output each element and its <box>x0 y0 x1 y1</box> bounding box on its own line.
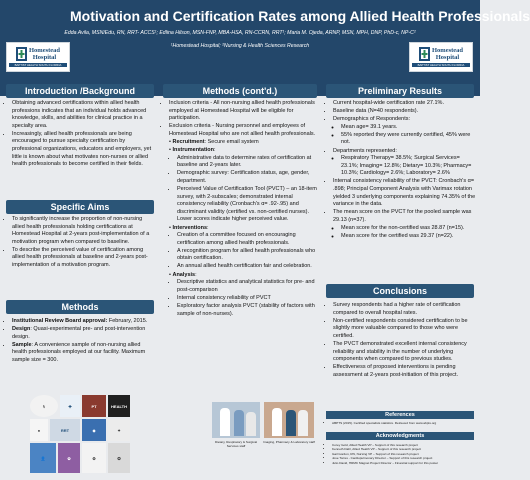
certification-badge-icon: ✚ <box>60 395 80 417</box>
recruitment: • Recruitment: Secure email system <box>169 138 259 145</box>
acknowledgment-item: • Jose Torres - Cardiopulmonary Director – Support of this research project <box>332 456 475 460</box>
results-item: • Demographics of Respondents: ◦ Mean age= 39.1 years. ◦ 55% reported they were currently certified, 45% were not. <box>333 116 476 147</box>
methods-item: • Design: Quasi-experimental pre- and post-intervention design. <box>12 326 155 341</box>
results-heading: Preliminary Results <box>326 84 474 98</box>
conclusions-body <box>326 302 476 380</box>
exclusion-criteria: • Exclusion criteria - Nursing personnel and employees of Homestead Hospital who are not allied health professionals. <box>169 123 318 138</box>
aims-item: • To significantly increase the proportion of non-nursing allied health professionals holding certifications at Homestead Hospital at 2-years post-implementation of a motivation program when compared to baseline. <box>12 216 155 246</box>
instrumentation: • Instrumentation: • Administrative data to determine rates of certification at baseline and 2-years later. • Demographic survey: Certification status, age, gender, department. • Perceived Value of Certification Tool (PVCT) – an 18-item survey, with 2-subscales; demonstrated internal consistency reliability (Cronbach's α= .92-.95) and discriminant validity (certified vs. non-certified nurses). Lower scores indicate higher perceived value. <box>169 147 318 224</box>
certification-logos-collage <box>30 395 130 475</box>
certification-badge-icon: ✪ <box>108 443 130 473</box>
certification-badge-icon: RRT <box>50 419 80 441</box>
homestead-hospital-logo-left: Homestead Hospital BAPTIST HEALTH SOUTH FLORIDA <box>6 42 70 72</box>
methods-heading: Methods <box>6 300 154 314</box>
hospital-logo-icon <box>419 47 430 61</box>
certification-badge-icon: ⚙ <box>82 443 106 473</box>
interventions: • Interventions: • Creation of a committee focused on encouraging certification among allied health professionals. • A recognition program for allied health professionals who obtain certification. • An annual allied health certification fair and celebration. <box>169 225 318 272</box>
analysis: • Analysis: • Descriptive statistics and analytical statistics for pre- and post-comparison • Internal consistency reliability of PVCT • Exploratory factor analysis PVCT (stability of factors with sample of non-nurses). <box>169 272 318 319</box>
hospital-logo-icon <box>16 47 27 61</box>
aims-item: • To describe the perceived value of certification among allied health professionals at baseline and 2-years post-implementation of a motivation program. <box>12 247 155 270</box>
conclusion-item: • The PVCT demonstrated excellent internal consistency reliability and stability in the number of underlying components when compared to previous studies. <box>333 341 476 364</box>
results-body <box>326 100 476 241</box>
results-item: • Departments represented: ◦ Respiratory Therapy= 38.5%; Surgical Services= 23.1%; Imaging= 12.8%; Dietary= 10.3%; Pharmacy= 10.3%; Cardiology= 2.6%; Laboratory= 2.6% <box>333 148 476 178</box>
methods-item: • Sample: A convenience sample of non-nursing allied health professionals employed at our facility. Maximum sample size = 300. <box>12 342 155 365</box>
intro-body <box>5 100 155 169</box>
intro-item: • Increasingly, allied health professionals are being encouraged to pursue specialty certification by professional organizations, educators and employers, yet little is known about what motivates non-nurses or allied health professionals to become certified in their fields. <box>12 131 155 169</box>
methods-body <box>5 318 155 365</box>
aims-heading: Specific Aims <box>6 200 154 214</box>
conclusion-item: • Survey respondents had a higher rate of certification compared to overall hospital rates. <box>333 302 476 317</box>
methods-cont-heading: Methods (cont'd.) <box>163 84 317 98</box>
methods-item: • Institutional Review Board approval: February, 2015. <box>12 318 155 326</box>
references-heading: References <box>326 411 474 419</box>
certification-badge-icon: ✦ <box>108 419 130 441</box>
acknowledgment-item: • Gail Gordon, RN, Nursing VP – Support of this research project <box>332 452 475 456</box>
certification-badge-icon: ◆ <box>82 419 106 441</box>
conclusions-heading: Conclusions <box>326 284 474 298</box>
reference-item: • ABPTS (2015). Certified specialists statistics. Retrieved from www.abpts.org <box>332 421 475 425</box>
results-item: • Baseline data (N=40 respondents). <box>333 108 476 116</box>
acknowledgments-heading: Acknowledgments <box>326 432 474 440</box>
results-item: • Current hospital-wide certification rate 27.1%. <box>333 100 476 108</box>
staff-photo-right <box>264 402 314 438</box>
aims-body <box>5 216 155 270</box>
conclusion-item: • Non-certified respondents considered certification to be slightly more valuable compared to those who were certified. <box>333 318 476 341</box>
certification-badge-icon: ● <box>30 419 48 441</box>
certification-badge-icon: HEALTH <box>108 395 130 417</box>
references-body <box>327 421 475 425</box>
photo-caption: Imaging, Pharmacy & Laboratory staff <box>263 440 315 444</box>
methods-cont-body <box>162 100 318 319</box>
acknowledgments-body <box>327 443 475 465</box>
certification-badge-icon: 👤 <box>30 443 56 473</box>
acknowledgment-item: • Julio David, HRMC Magnet Project Director – Financial support for this poster <box>332 461 475 465</box>
author-list: Edda Avila, MSN/Edu, RN, RRT- ACCS¹; Edlina Hilson, MSN-FNP, MBA-HSA, RN-CCRN, RRT¹; Maria M. Ojeda, ARNP, MSN, MPH, DNP, PhD-c, NP-C² <box>64 30 416 36</box>
poster-title: Motivation and Certification Rates among Allied Health Professionals <box>70 8 530 24</box>
certification-badge-icon: PT <box>82 395 106 417</box>
results-item: • The mean score on the PVCT for the pooled sample was 29.13 (n=37). ◦ Mean score for the non-certified was 28.87 (n=15). ◦ Mean score for the certified was 29.37 (n=22). <box>333 209 476 240</box>
homestead-hospital-logo-right: Homestead Hospital BAPTIST HEALTH SOUTH FLORIDA <box>409 42 473 72</box>
poster-header <box>0 0 530 96</box>
acknowledgment-item: • Kenneth Dahl, Allied Health VP – Support of this research project <box>332 447 475 451</box>
affiliations: ¹Homestead Hospital; ²Nursing & Health Sciences Research <box>170 43 310 49</box>
staff-photo-left <box>212 402 260 438</box>
conclusion-item: • Effectiveness of proposed interventions is pending assessment at 2-years post-initiation of this project. <box>333 364 476 379</box>
certification-badge-icon: ⚕ <box>30 395 58 417</box>
photo-caption: Dietary, Respiratory & Surgical Services staff <box>214 440 258 449</box>
intro-item: • Obtaining advanced certifications within allied health professions indicates that an individual holds advanced knowledge, skills, and abilities for clinical practice in a specialty area. <box>12 100 155 130</box>
results-item: • Internal consistency reliability of the PVCT: Cronbach's α= .898; Principal Component Analysis with Varimax rotation yielded 3 underlying components explaining 74.35% of the variance in the data. <box>333 178 476 208</box>
acknowledgment-item: • Corey Gold, Allied Health VP – Support of this research project <box>332 443 475 447</box>
intro-heading: Introduction /Background <box>6 84 154 98</box>
certification-badge-icon: ✿ <box>58 443 80 473</box>
inclusion-criteria: • Inclusion criteria - All non-nursing allied health professionals employed at Homestead Hospital will be eligible for participation. <box>169 100 318 123</box>
